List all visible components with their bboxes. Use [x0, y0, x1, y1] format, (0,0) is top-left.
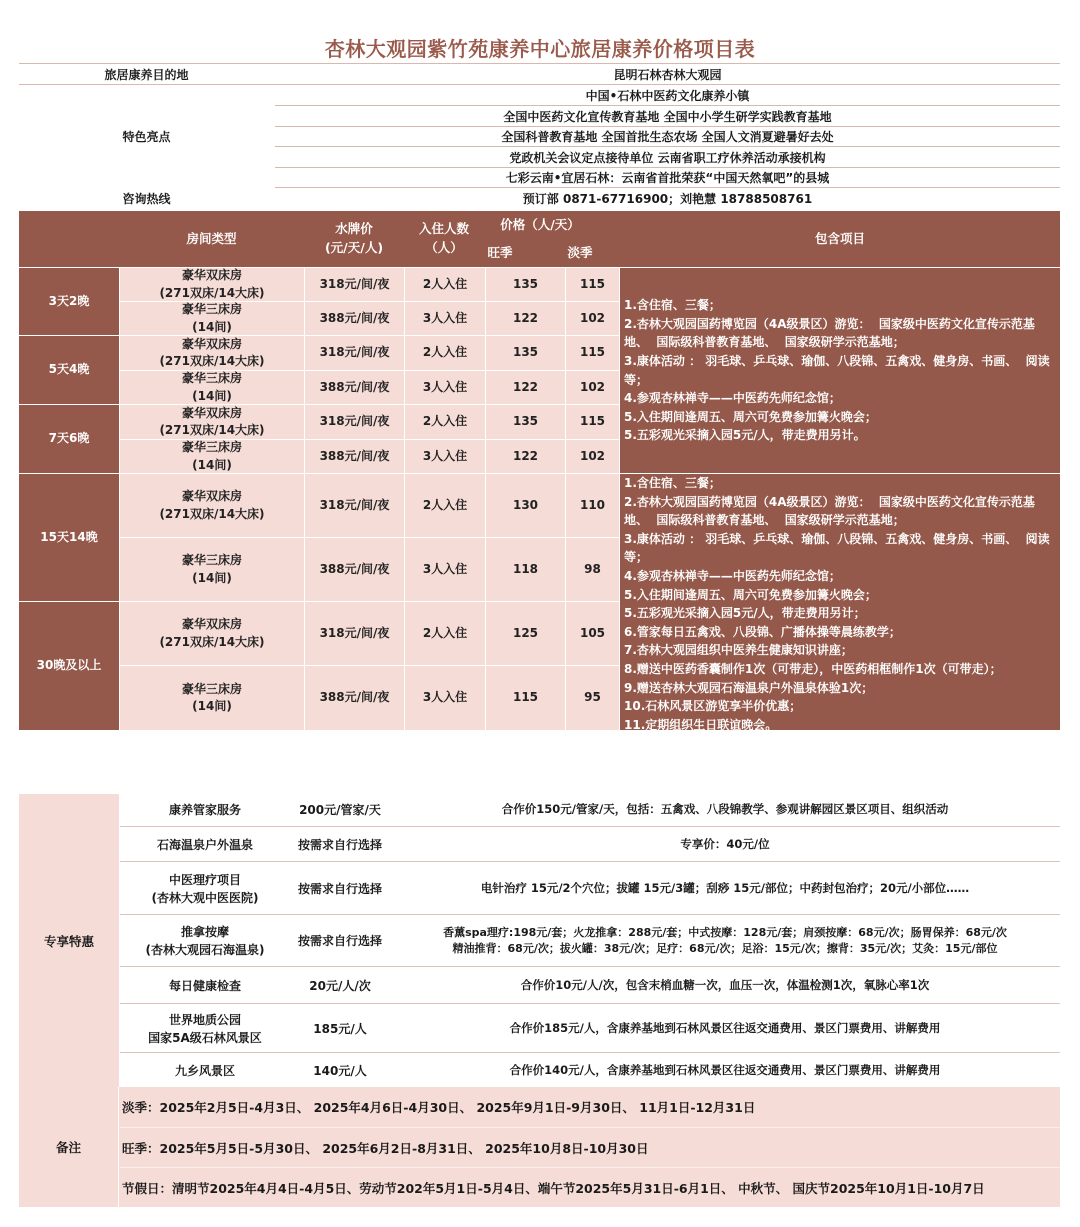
hotline-value: 预订部 0871-67716900；刘艳慧 18788508761 — [522, 192, 813, 206]
offer-row — [120, 916, 1060, 967]
room-type-detail: (14间) — [192, 319, 232, 334]
includes-item: 5.五彩观光采摘入园5元/人，带走费用另计； — [624, 606, 866, 621]
off-peak-price: 110 — [566, 474, 619, 537]
includes-item: 3.康体活动 ： 羽毛球、乒乓球、瑜伽、八段锦、五禽戏、健身房、书画、 阅读等； — [624, 353, 1050, 387]
includes-item: 6.管家每日五禽戏、八段锦、广播体操等晨练教学； — [624, 624, 901, 639]
divider — [19, 63, 1060, 64]
peak-price: 125 — [486, 602, 565, 665]
header-list-price-line2: (元/天/人) — [324, 240, 384, 255]
room-type — [120, 336, 304, 370]
hotline-label: 咨询热线 — [122, 192, 171, 206]
off-peak-price: 115 — [566, 405, 619, 439]
room-type-name: 豪华双床房 — [181, 268, 242, 283]
package-name: 3天2晚 — [19, 268, 119, 335]
offer-desc-line2: 精油推背：68元/次；拔火罐：38元/次；足疗：68元/次；足浴：15元/次；擦背：35元/次；艾灸：15元/部位 — [452, 942, 998, 955]
occupants: 3人入住 — [405, 538, 485, 601]
occupants: 3人入住 — [405, 302, 485, 335]
off-peak-price: 98 — [566, 538, 619, 601]
peak-price: 135 — [486, 268, 565, 301]
off-peak-price: 102 — [566, 371, 619, 404]
room-type — [120, 405, 304, 439]
room-type — [120, 474, 304, 537]
offer-name: 每日健康检查 — [168, 978, 241, 993]
room-type — [120, 440, 304, 473]
includes-item: 1.含住宿、三餐； — [624, 298, 721, 313]
room-type-name: 豪华三床房 — [181, 440, 242, 455]
occupants: 2人入住 — [405, 602, 485, 665]
room-type — [120, 371, 304, 404]
header-list-price-line1: 水牌价 — [335, 221, 373, 237]
highlight-item: 全国中医药文化宣传教育基地 全国中小学生研学实践教育基地 — [503, 110, 832, 124]
offer-desc-line1: 香薰spa理疗:198元/套；火龙推拿：288元/套；中式按摩：128元/套；肩颈按摩：68元/次；肠胃保养：68元/次 — [443, 925, 1007, 939]
offer-price: 按需求自行选择 — [297, 881, 382, 896]
peak-price: 135 — [486, 336, 565, 370]
peak-price: 118 — [486, 538, 565, 601]
header-occupants-line1: 入住人数 — [418, 221, 469, 237]
off-peak-price: 102 — [566, 302, 619, 335]
notes-off-peak: 淡季：2025年2月5日-4月3日、 2025年4月6日-4月30日、 2025年9月1日-9月30日、 11月1日-12月31日 — [122, 1100, 756, 1115]
offer-name — [120, 916, 290, 966]
offer-desc: 合作价140元/人，含康养基地到石林风景区往返交通费用、景区门票费用、讲解费用 — [509, 1062, 941, 1077]
room-type-detail: (14间) — [192, 570, 232, 585]
offer-row — [120, 794, 1060, 827]
includes-item: 11.定期组织生日联谊晚会。 — [624, 717, 778, 730]
list-price: 388元/间/夜 — [305, 371, 404, 404]
notes-section — [19, 1087, 1060, 1207]
offer-name: 九乡风景区 — [174, 1063, 235, 1078]
off-peak-price: 105 — [566, 602, 619, 665]
room-type-name: 豪华双床房 — [181, 405, 242, 420]
offer-desc — [390, 916, 1060, 966]
includes-item: 2.杏林大观园国药博览园（4A级景区）游览： 国家级中医药文化宣传示范基地、 国际级科普教育基地、 国家级研学示范基地； — [624, 494, 1035, 528]
divider — [275, 126, 1060, 127]
list-price: 388元/间/夜 — [305, 440, 404, 473]
destination-value: 昆明石林杏林大观园 — [613, 68, 722, 82]
notes-holidays: 节假日：清明节2025年4月4日-4月5日、劳动节202年5月1日-5月4日、端午节2025年5月31日-6月1日、 中秋节、 国庆节2025年10月1日-10月7日 — [120, 1167, 1060, 1207]
offer-name-line1: 世界地质公园 — [168, 1012, 241, 1027]
package-name: 5天4晚 — [19, 336, 119, 404]
room-type-name: 豪华双床房 — [181, 617, 242, 632]
room-type-detail: (14间) — [192, 457, 232, 472]
occupants: 3人入住 — [405, 666, 485, 730]
divider — [275, 146, 1060, 147]
occupants: 2人入住 — [405, 405, 485, 439]
destination-label: 旅居康养目的地 — [104, 68, 189, 82]
highlight-item: 全国科普教育基地 全国首批生态农场 全国人文消夏避暑好去处 — [501, 130, 834, 144]
header-room-type: 房间类型 — [186, 230, 237, 246]
offer-row — [120, 863, 1060, 915]
package-name: 7天6晚 — [19, 405, 119, 473]
room-type-detail: (271双床/14大床) — [159, 285, 265, 300]
occupants: 3人入住 — [405, 440, 485, 473]
notes-label: 备注 — [19, 1087, 119, 1207]
divider — [275, 105, 1060, 106]
room-type-detail: (14间) — [192, 699, 232, 713]
room-type-name: 豪华三床房 — [181, 553, 242, 568]
offer-price: 按需求自行选择 — [297, 837, 382, 852]
exclusive-label: 专享特惠 — [19, 794, 119, 1087]
includes-item: 2.杏林大观园国药博览园（4A级景区）游览： 国家级中医药文化宣传示范基地、 国际级科普教育基地、 国家级研学示范基地； — [624, 316, 1035, 350]
offer-desc: 电针治疗 15元/2个穴位；拔罐 15元/3罐；刮痧 15元/部位；中药封包治疗；20元/小部位…… — [480, 880, 970, 895]
page-title: 杏林大观园紫竹苑康养中心旅居康养价格项目表 — [324, 37, 756, 61]
includes-item: 4.参观杏林禅寺——中医药先师纪念馆； — [624, 391, 841, 406]
highlights-label: 特色亮点 — [122, 130, 171, 144]
offer-name — [120, 863, 290, 914]
occupants: 2人入住 — [405, 268, 485, 301]
room-type-name: 豪华双床房 — [181, 489, 242, 504]
list-price: 318元/间/夜 — [305, 336, 404, 370]
offer-desc: 专享价：40元/位 — [680, 836, 770, 851]
offer-price: 20元/人/次 — [309, 978, 371, 993]
offer-name-line2: 国家5A级石林风景区 — [148, 1030, 262, 1045]
peak-price: 122 — [486, 440, 565, 473]
off-peak-price: 95 — [566, 666, 619, 730]
includes-item: 3.康体活动 ： 羽毛球、乒乓球、瑜伽、八段锦、五禽戏、健身房、书画、 阅读等； — [624, 531, 1050, 565]
offer-row — [120, 828, 1060, 862]
package-name: 15天14晚 — [19, 474, 119, 601]
offer-name-line1: 中医理疗项目 — [168, 872, 241, 887]
room-type-name: 豪华三床房 — [181, 371, 242, 386]
list-price: 318元/间/夜 — [305, 602, 404, 665]
includes-item: 5.入住期间逢周五、周六可免费参加篝火晚会； — [624, 587, 877, 602]
offer-name: 康养管家服务 — [168, 803, 241, 817]
offer-row — [120, 968, 1060, 1004]
divider — [19, 84, 1060, 85]
occupants: 2人入住 — [405, 474, 485, 537]
offer-name-line1: 推拿按摩 — [180, 925, 229, 939]
peak-price: 122 — [486, 371, 565, 404]
includes-item: 9.赠送杏林大观园石海温泉户外温泉体验1次； — [624, 680, 874, 695]
offer-price: 185元/人 — [313, 1021, 367, 1036]
room-type — [120, 602, 304, 665]
includes-list-short — [620, 268, 1060, 473]
divider — [275, 167, 1060, 168]
offer-name-line2: (杏林大观中医医院) — [151, 890, 259, 905]
peak-price: 135 — [486, 405, 565, 439]
room-type-detail: (271双床/14大床) — [159, 634, 265, 649]
offer-price: 200元/管家/天 — [299, 803, 381, 817]
header-includes: 包含项目 — [814, 230, 865, 246]
header-peak: 旺季 — [487, 244, 513, 260]
header-occupants-line2: （人） — [425, 240, 463, 255]
offer-row — [120, 1054, 1060, 1087]
list-price: 318元/间/夜 — [305, 474, 404, 537]
header-off-peak: 淡季 — [567, 244, 593, 260]
list-price: 388元/间/夜 — [305, 538, 404, 601]
list-price: 388元/间/夜 — [305, 666, 404, 730]
peak-price: 130 — [486, 474, 565, 537]
offer-desc: 合作价150元/管家/天，包括：五禽戏、八段锦教学、参观讲解园区景区项目、组织活动 — [501, 802, 949, 817]
header-price-group: 价格（人/天） — [500, 216, 580, 232]
notes-peak: 旺季：2025年5月5日-5月30日、 2025年6月2日-8月31日、 2025年10月8日-10月30日 — [120, 1127, 1060, 1167]
room-type-name: 豪华双床房 — [181, 336, 242, 351]
room-type-detail: (271双床/14大床) — [159, 354, 265, 368]
includes-item: 4.参观杏林禅寺——中医药先师纪念馆； — [624, 568, 841, 583]
highlight-item: 党政机关会议定点接待单位 云南省职工疗休养活动承接机构 — [509, 151, 826, 165]
room-type-detail: (14间) — [192, 388, 232, 403]
offer-desc: 合作价10元/人/次，包含末梢血糖一次，血压一次，体温检测1次，氧脉心率1次 — [520, 977, 930, 992]
offer-price: 140元/人 — [313, 1063, 367, 1078]
list-price: 388元/间/夜 — [305, 302, 404, 335]
includes-item: 5.入住期间逢周五、周六可免费参加篝火晚会； — [624, 409, 877, 424]
list-price: 318元/间/夜 — [305, 268, 404, 301]
room-type-detail: (271双床/14大床) — [159, 423, 265, 437]
room-type — [120, 268, 304, 301]
room-type-name: 豪华三床房 — [181, 681, 242, 696]
includes-item: 1.含住宿、三餐； — [624, 476, 721, 490]
room-type-name: 豪华三床房 — [181, 302, 242, 317]
off-peak-price: 115 — [566, 336, 619, 370]
occupants: 3人入住 — [405, 371, 485, 404]
room-type — [120, 302, 304, 335]
includes-list-long — [620, 474, 1060, 730]
includes-item: 8.赠送中医药香囊制作1次（可带走），中医药相框制作1次（可带走）； — [624, 661, 1002, 676]
offer-name-line2: (杏林大观园石海温泉) — [145, 943, 265, 957]
includes-item: 7.杏林大观园组织中医养生健康知识讲座； — [624, 643, 853, 658]
off-peak-price: 115 — [566, 268, 619, 301]
room-type — [120, 666, 304, 730]
occupants: 2人入住 — [405, 336, 485, 370]
offer-price: 按需求自行选择 — [297, 934, 382, 948]
off-peak-price: 102 — [566, 440, 619, 473]
highlight-item: 七彩云南•宜居石林：云南省首批荣获“中国天然氧吧”的县城 — [505, 171, 830, 185]
peak-price: 115 — [486, 666, 565, 730]
room-type — [120, 538, 304, 601]
includes-item: 5.五彩观光采摘入园5元/人，带走费用另计。 — [624, 428, 866, 443]
offer-name — [120, 1005, 290, 1052]
divider — [275, 187, 1060, 188]
peak-price: 122 — [486, 302, 565, 335]
offer-row — [120, 1005, 1060, 1053]
highlight-item: 中国•石林中医药文化康养小镇 — [585, 89, 750, 103]
header-list-price — [304, 217, 404, 261]
room-type-detail: (271双床/14大床) — [159, 506, 265, 521]
list-price: 318元/间/夜 — [305, 405, 404, 439]
offer-desc: 合作价185元/人，含康养基地到石林风景区往返交通费用、景区门票费用、讲解费用 — [509, 1020, 941, 1035]
includes-item: 10.石林风景区游览享半价优惠； — [624, 699, 802, 714]
package-name: 30晚及以上 — [19, 602, 119, 730]
offer-name: 石海温泉户外温泉 — [156, 837, 253, 852]
